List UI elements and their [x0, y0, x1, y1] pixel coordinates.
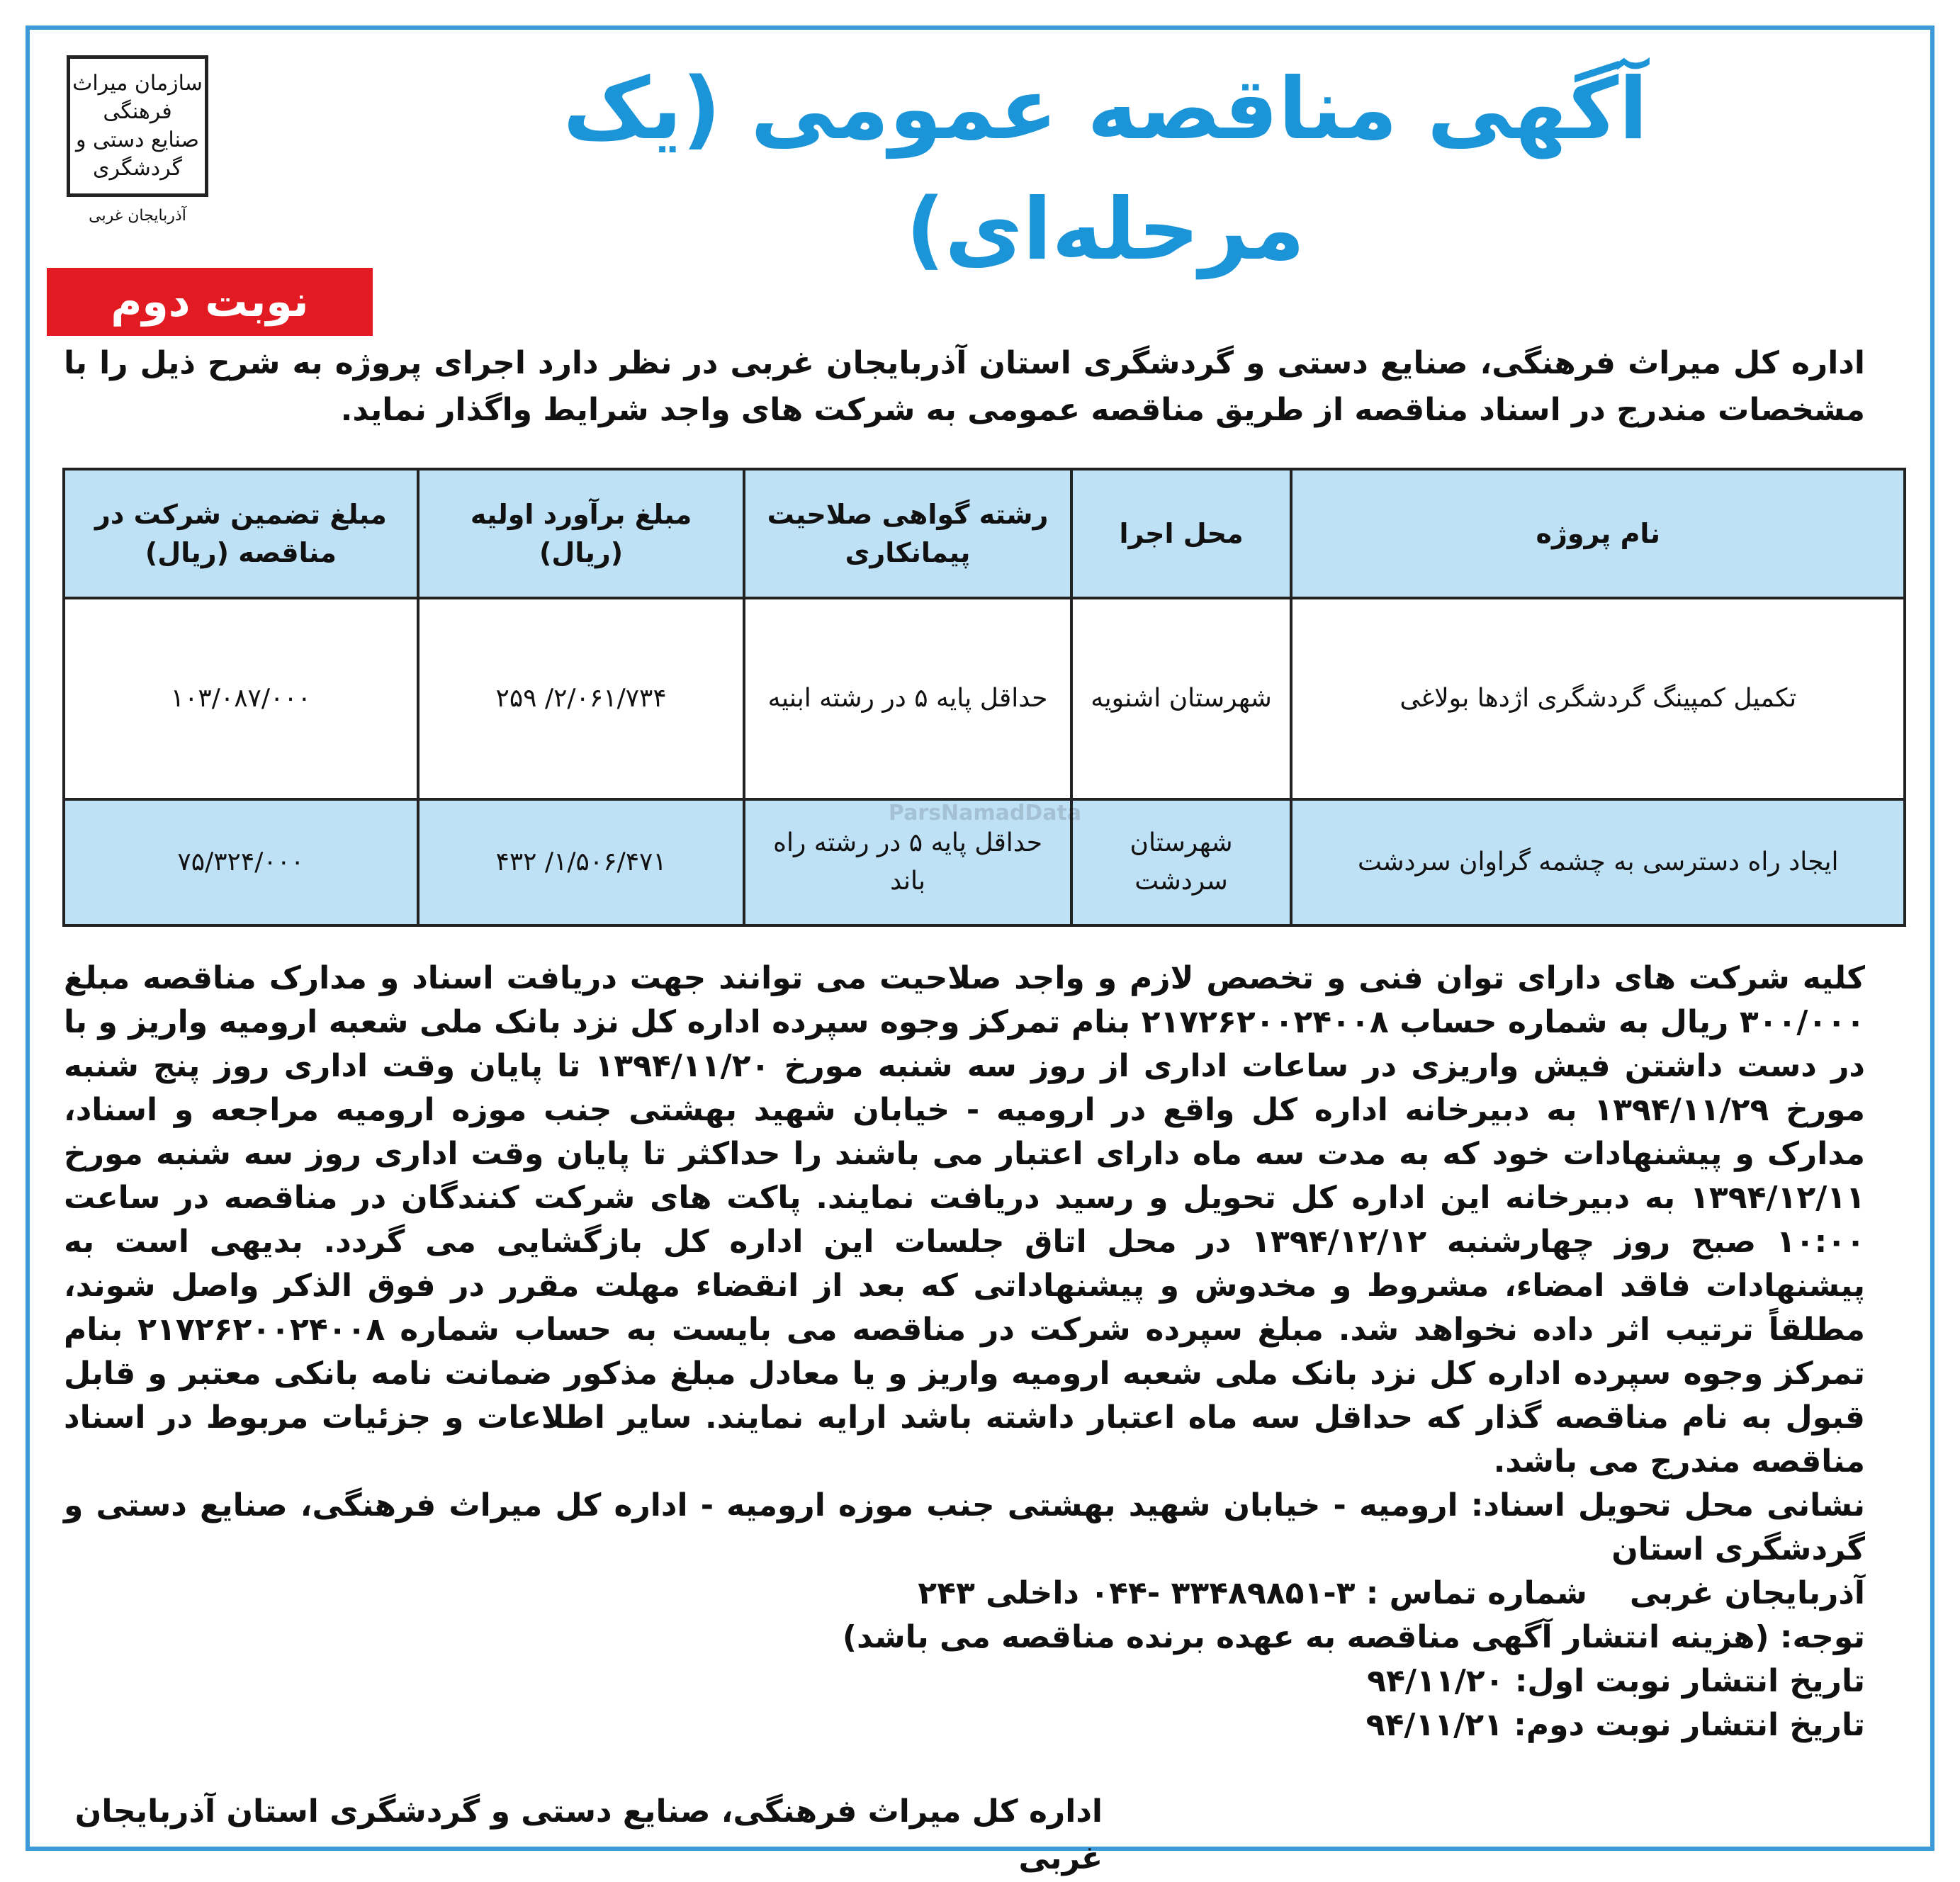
cell-estimate: ۲/۰۶۱/۷۳۴/ ۲۵۹: [418, 598, 745, 799]
publish-date-second: تاریخ انتشار نوبت دوم: ۹۴/۱۱/۲۱: [1365, 1707, 1865, 1743]
logo-line-2: صنایع دستی و گردشگری: [75, 128, 200, 181]
body-paragraph: کلیه شرکت های دارای توان فنی و تخصص لازم و واجد صلاحیت می توانند جهت دریافت اسناد و مدارک مناقصه مبلغ ۳۰۰/۰۰۰ ریال به شماره حساب ۲۱۷۲۶۲۰۰۲۴۰۰۸ بنام تمرکز وجوه سپرده اداره کل نزد بانک ملی شعبه ارومیه واریز و با در دست داشتن فیش واریزی در ساعات اداری از روز سه شنبه مورخ ۱۳۹۴/۱۱/۲۰ تا پایان وقت اداری روز پنج شنبه مورخ ۱۳۹۴/۱۱/۲۹ به دبیرخانه اداره کل واقع در ارومیه - خیابان شهید بهشتی جنب موزه ارومیه مراجعه و اسناد، مدارک و پیشنهادات خود که به مدت سه ماه دارای اعتبار می باشند را حداکثر تا پایان وقت اداری روز سه شنبه مورخ ۱۳۹۴/۱۲/۱۱ به دبیرخانه این اداره کل تحویل و رسید دریافت نمایند. پاکت های شرکت کنندگان در مناقصه در ساعت ۱۰:۰۰ صبح روز چهارشنبه ۱۳۹۴/۱۲/۱۲ در محل اتاق جلسات این اداره کل بازگشایی می گردد. بدیهی است به پیشنهادات فاقد امضاء، مشروط و مخدوش و پیشنهاداتی که بعد از انقضاء مهلت مقرر در فوق الذکر واصل شوند، مطلقاً ترتیب اثر داده نخواهد شد. مبلغ سپرده شرکت در مناقصه می بایست به حساب شماره ۲۱۷۲۶۲۰۰۲۴۰۰۸ بنام تمرکز وجوه سپرده اداره کل نزد بانک ملی شعبه ارومیه واریز و یا معادل مبلغ مذکور ضمانت نامه بانکی معتبر و قابل قبول به نام مناقصه گذار که حداقل سه ماه اعتبار داشته باشد ارایه نمایند. سایر اطلاعات و جزئیات مربوط در اسناد مناقصه مندرج می باشد.: [64, 960, 1866, 1480]
issuer-signature: اداره کل میراث فرهنگی، صنایع دستی و گردشگری استان آذربایجان غربی: [74, 1793, 1103, 1876]
cell-project-name: تکمیل کمپینگ گردشگری اژدها بولاغی: [1291, 598, 1905, 799]
header-guarantee: مبلغ تضمین شرکت در مناقصه (ریال): [64, 469, 418, 598]
logo-subtitle: آذربایجان غربی: [89, 207, 186, 225]
round-badge: نوبت دوم: [47, 268, 373, 336]
cell-project-name: ایجاد راه دسترسی به چشمه گراوان سردشت: [1291, 799, 1905, 925]
cell-location: شهرستان اشنویه: [1071, 598, 1292, 799]
cell-guarantee: ۱۰۳/۰۸۷/۰۰۰: [64, 598, 418, 799]
contact-phone: شماره تماس : ۳-۳۳۴۸۹۸۵۱ -۰۴۴ داخلی ۲۴۳: [918, 1575, 1587, 1611]
header-project-name: نام پروژه: [1291, 469, 1905, 598]
table-header-row: [64, 469, 1905, 598]
publish-date-first: تاریخ انتشار نوبت اول: ۹۴/۱۱/۲۰: [1367, 1663, 1865, 1699]
header-location: محل اجرا: [1071, 469, 1292, 598]
address-province: آذربایجان غربی: [1629, 1575, 1865, 1611]
address-contact-line: [64, 1572, 1865, 1616]
watermark: ParsNamadData: [888, 801, 1082, 826]
body-section: [64, 957, 1865, 1747]
cell-certificate: حداقل پایه ۵ در رشته ابنیه: [744, 598, 1071, 799]
header-certificate: رشته گواهی صلاحیت پیمانکاری: [744, 469, 1071, 598]
cell-location: شهرستان سردشت: [1071, 799, 1292, 925]
organization-logo: [67, 55, 208, 197]
logo-line-1: سازمان میراث فرهنگی: [72, 71, 203, 124]
cell-guarantee: ۷۵/۳۲۴/۰۰۰: [64, 799, 418, 925]
page-title: آگهی مناقصه عمومی (یک مرحله‌ای): [563, 60, 1648, 279]
cell-certificate: حداقل پایه ۵ در رشته راه باند: [744, 799, 1071, 925]
header-estimate: مبلغ برآورد اولیه (ریال): [418, 469, 745, 598]
intro-paragraph: اداره کل میراث فرهنگی، صنایع دستی و گردشگری استان آذربایجان غربی در نظر دارد اجرای پروژه به شرح ذیل را با مشخصات مندرج در اسناد مناقصه از طریق مناقصه عمومی به شرکت های واجد شرایط واگذار نماید.: [64, 345, 1865, 428]
table-row: [64, 598, 1905, 799]
cell-estimate: ۱/۵۰۶/۴۷۱/ ۴۳۲: [418, 799, 745, 925]
address-line: نشانی محل تحویل اسناد: ارومیه - خیابان شهید بهشتی جنب موزه ارومیه - اداره کل میراث فرهنگی، صنایع دستی و گردشگری استان: [64, 1487, 1865, 1567]
cost-note: توجه: (هزینه انتشار آگهی مناقصه به عهده برنده مناقصه می باشد): [842, 1619, 1865, 1655]
